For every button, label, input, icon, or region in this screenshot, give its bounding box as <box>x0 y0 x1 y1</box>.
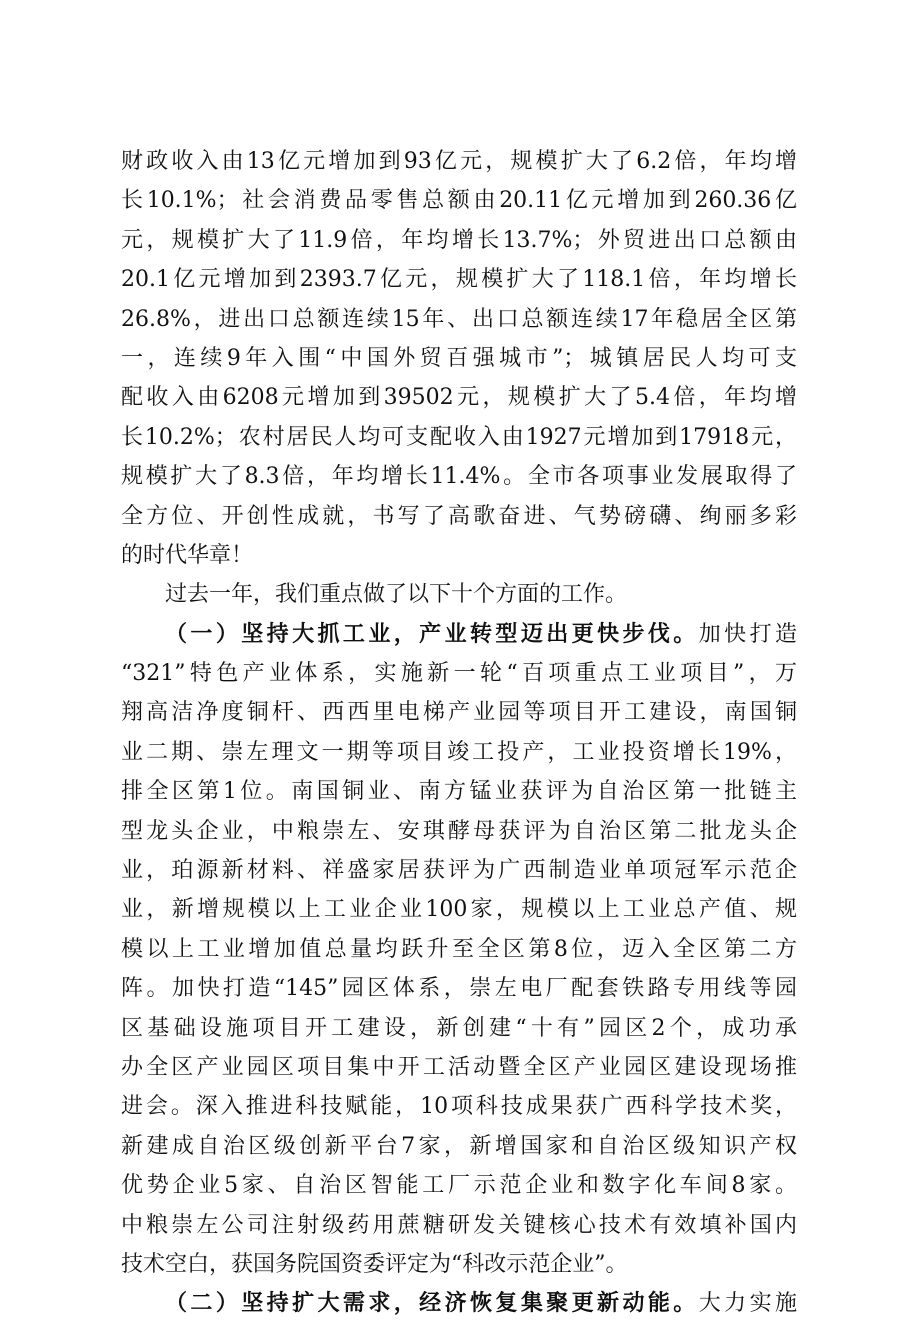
text-line: 业，新增规模以上工业企业100家，规模以上工业总产值、规 <box>121 897 797 923</box>
text-line: 中粮崇左公司注射级药用蔗糖研发关键核心技术有效填补国内 <box>121 1212 797 1238</box>
body-text <box>121 142 797 1324</box>
text-line: 配收入由6208元增加到39502元，规模扩大了5.4倍，年均增 <box>121 385 797 411</box>
text-line: 阵。加快打造“145”园区体系，崇左电厂配套铁路专用线等园 <box>121 976 797 1002</box>
text-line: 一，连续9年入围“中国外贸百强城市”；城镇居民人均可支 <box>121 345 797 371</box>
text-line: 翔高洁净度铜杆、西西里电梯产业园等项目开工建设，南国铜 <box>121 700 797 726</box>
text-line: 技术空白，获国务院国资委评定为“科改示范企业”。 <box>121 1251 628 1277</box>
summary-paragraph: 过去一年，我们重点做了以下十个方面的工作。 <box>165 582 628 608</box>
section-1-first-line-text: 加快打造 <box>698 621 797 647</box>
text-line: 新建成自治区级创新平台7家，新增国家和自治区级知识产权 <box>121 1133 797 1159</box>
section-2-first-line-text: 大力实施 <box>698 1291 797 1317</box>
text-line: 优势企业5家、自治区智能工厂示范企业和数字化车间8家。 <box>121 1173 797 1199</box>
text-line: 排全区第1位。南国铜业、南方锰业获评为自治区第一批链主 <box>121 779 797 805</box>
section-1-first-line <box>121 615 797 654</box>
text-line: 业，珀源新材料、祥盛家居获评为广西制造业单项冠军示范企 <box>121 858 797 884</box>
text-line: 元，规模扩大了11.9倍，年均增长13.7%；外贸进出口总额由 <box>121 227 797 253</box>
text-line: 规模扩大了8.3倍，年均增长11.4%。全市各项事业发展取得了 <box>121 464 797 490</box>
text-line: 全方位、开创性成就，书写了高歌奋进、气势磅礴、绚丽多彩 <box>121 503 797 529</box>
text-line: 区基础设施项目开工建设，新创建“十有”园区2个，成功承 <box>121 1015 797 1041</box>
text-line: 进会。深入推进科技赋能，10项科技成果获广西科学技术奖， <box>121 1094 797 1120</box>
text-line: 财政收入由13亿元增加到93亿元，规模扩大了6.2倍，年均增 <box>121 149 797 174</box>
section-2-heading: （二）坚持扩大需求，经济恢复集聚更新动能。 <box>165 1290 699 1317</box>
text-line: 的时代华章！ <box>121 542 254 568</box>
text-line: “321”特色产业体系，实施新一轮“百项重点工业项目”，万 <box>121 661 797 687</box>
text-line: 长10.2%；农村居民人均可支配收入由1927元增加到17918元， <box>121 424 797 450</box>
text-line: 模以上工业增加值总量均跃升至全区第8位，迈入全区第二方 <box>121 936 797 962</box>
text-line: 型龙头企业，中粮崇左、安琪酵母获评为自治区第二批龙头企 <box>121 818 797 844</box>
section-1-heading: （一）坚持大抓工业，产业转型迈出更快步伐。 <box>165 620 699 647</box>
text-line: 26.8%，进出口总额连续15年、出口总额连续17年稳居全区第 <box>121 306 797 332</box>
section-2-first-line <box>121 1284 797 1323</box>
text-line: 办全区产业园区项目集中开工活动暨全区产业园区建设现场推 <box>121 1054 797 1080</box>
text-line: 20.1亿元增加到2393.7亿元，规模扩大了118.1倍，年均增长 <box>121 267 797 293</box>
text-line: 业二期、崇左理文一期等项目竣工投产，工业投资增长19%， <box>121 739 797 765</box>
text-line: 长10.1%；社会消费品零售总额由20.11亿元增加到260.36亿 <box>121 188 797 214</box>
